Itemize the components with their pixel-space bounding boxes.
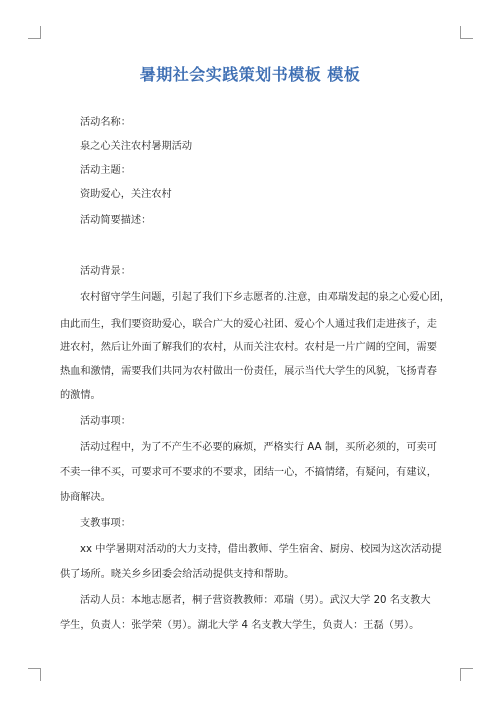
background-line: 的激情。 [60, 390, 101, 401]
teaching-line: xx 中学暑期对活动的大力支持，借出教师、学生宿舍、厨房、校园为这次活动提 [80, 544, 442, 555]
background-label: 活动背景： [80, 266, 131, 277]
matters-line: 不卖一律不买，可要求可不要求的不要求，团结一心，不搞情绪，有疑问，有建议， [60, 467, 437, 478]
background-line: 进农村，然后让外面了解我们的农村，从而关注农村。农村是一片广阔的空间，需要 [60, 342, 437, 353]
activity-name-value: 泉之心关注农村暑期活动 [80, 141, 193, 152]
activity-desc-label: 活动简要描述： [80, 215, 152, 226]
activity-name-label: 活动名称： [80, 117, 131, 128]
document-title: 暑期社会实践策划书模板 模板 [139, 65, 361, 84]
crop-mark-bottom-right [460, 668, 473, 681]
background-line: 热血和激情，需要我们共同为农村做出一份责任，展示当代大学生的风貌，飞扬青春 [60, 366, 437, 377]
teaching-label: 支教事项： [80, 518, 131, 529]
crop-mark-bottom-left [28, 668, 41, 681]
background-line: 由此而生，我们要资助爱心，联合广大的爱心社团、爱心个人通过我们走进孩子，走 [60, 319, 437, 330]
background-line: 农村留守学生问题，引起了我们下乡志愿者的.注意，由邓瑞发起的泉之心爱心团， [80, 292, 450, 303]
staff-line: 活动人员：本地志愿者，桐子营资教教师：邓瑞（男）。武汉大学 20 名支教大 [80, 595, 431, 606]
matters-label: 活动事项： [80, 416, 131, 427]
staff-line: 学生，负责人：张学荣（男）。湖北大学 4 名支教大学生，负责人：王磊（男）。 [60, 620, 420, 631]
crop-mark-top-left [28, 26, 41, 39]
crop-mark-top-right [460, 26, 473, 39]
activity-theme-value: 资助爱心，关注农村 [80, 189, 172, 200]
teaching-line: 供了场所。晓关乡乡团委会给活动提供支持和帮助。 [60, 569, 295, 580]
activity-theme-label: 活动主题： [80, 165, 131, 176]
matters-line: 活动过程中，为了不产生不必要的麻烦，严格实行 AA 制，买所必须的，可卖可 [80, 442, 437, 453]
matters-line: 协商解决。 [60, 492, 111, 503]
